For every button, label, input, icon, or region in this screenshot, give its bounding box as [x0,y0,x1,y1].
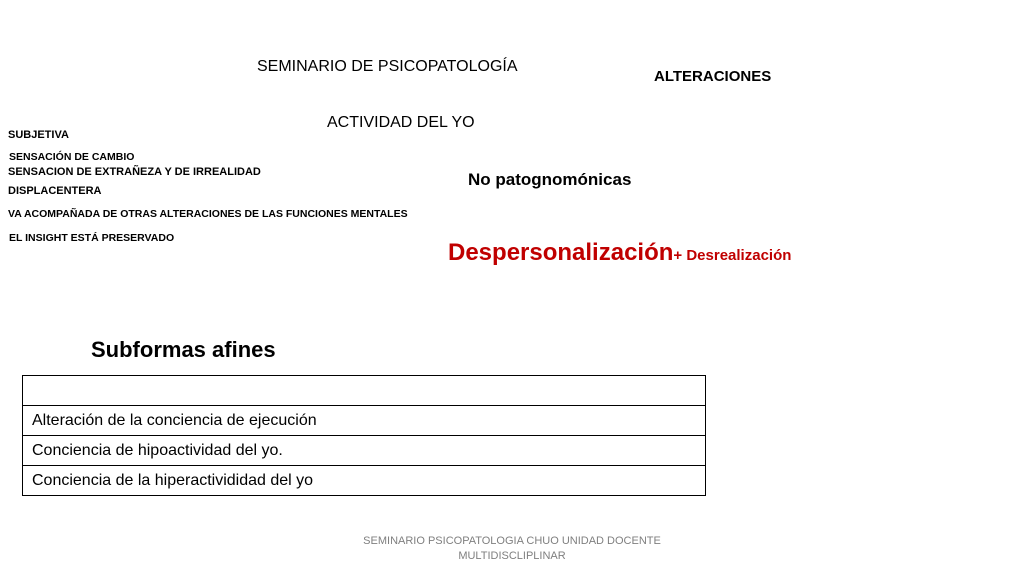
despersonalizacion-heading [448,239,791,267]
subformas-title: Subformas afines [91,337,276,362]
table-row [23,376,706,406]
feature-acompanada: VA ACOMPAÑADA DE OTRAS ALTERACIONES DE LAS FUNCIONES MENTALES [8,208,408,220]
desrealizacion-text: + Desrealización [673,247,792,264]
table-cell: Conciencia de hipoactividad del yo. [23,436,706,466]
feature-cambio: SENSACIÓN DE CAMBIO [9,151,135,163]
feature-subjetiva: SUBJETIVA [8,129,69,141]
no-patognomonicas-label: No patognomónicas [468,170,632,189]
feature-insight: EL INSIGHT ESTÁ PRESERVADO [9,232,175,244]
slide-footer: SEMINARIO PSICOPATOLOGIA CHUO UNIDAD DOCENTE MULTIDISCLIPLINAR [363,535,661,562]
feature-displacentera: DISPLACENTERA [8,185,102,197]
table-cell [23,376,706,406]
seminar-title: SEMINARIO DE PSICOPATOLOGÍA [257,58,518,75]
despersonalizacion-text: Despersonalización [448,239,674,266]
table-cell: Conciencia de la hiperactivididad del yo [23,466,706,496]
table-row [23,436,706,466]
table-row [23,466,706,496]
actividad-heading: ACTIVIDAD DEL YO [327,114,475,131]
subformas-table [22,375,706,496]
alteraciones-heading: ALTERACIONES [654,68,772,85]
table-cell: Alteración de la conciencia de ejecución [23,406,706,436]
feature-extraneza: SENSACION DE EXTRAÑEZA Y DE IRREALIDAD [8,166,261,178]
table-row [23,406,706,436]
